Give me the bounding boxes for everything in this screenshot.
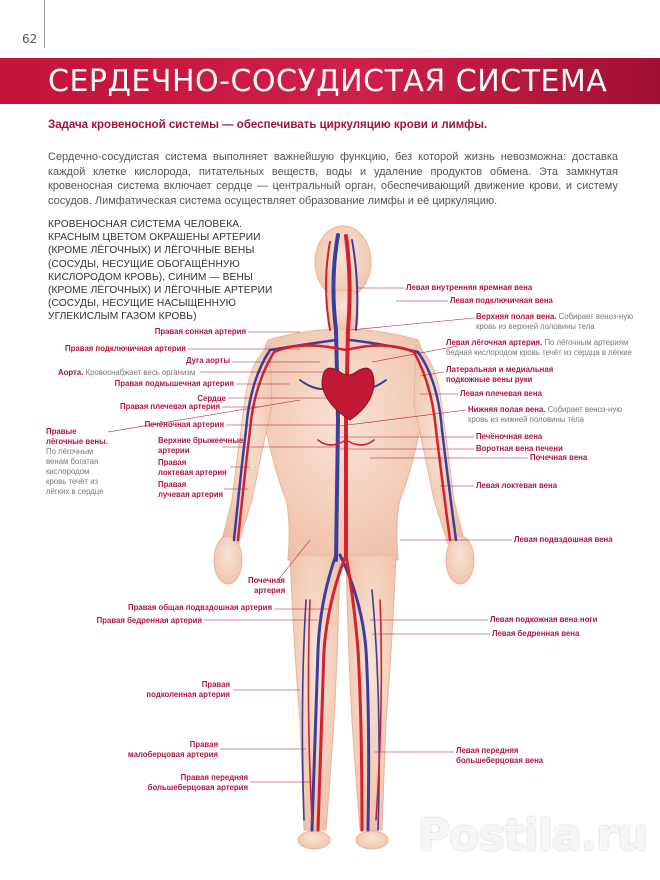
label-right-pulmonary-veins-title: Правые лёгочные вены. — [46, 427, 108, 446]
label-hepatic-artery: Печёночная артерия — [144, 420, 224, 429]
label-right-peroneal-artery-1: Правая — [189, 740, 218, 749]
label-left-femoral-vein: Левая бедренная вена — [492, 629, 580, 638]
label-right-common-iliac-artery: Правая общая подвздошная артерия — [128, 603, 272, 612]
label-aorta-title: Аорта. — [58, 368, 84, 377]
label-right-femoral-artery: Правая бедренная артерия — [96, 616, 202, 625]
label-right-popliteal-artery-2: подколенная артерия — [146, 690, 230, 699]
label-superior-mesenteric-arteries-2: артерии — [158, 446, 190, 455]
label-left-anterior-tibial-vein-1: Левая передняя — [456, 746, 519, 755]
label-hepatic-vein: Печёночная вена — [476, 432, 543, 441]
label-left-brachial-vein: Левая плечевая вена — [460, 389, 542, 398]
label-inferior-vena-cava-title: Нижняя полая вена. — [468, 405, 546, 414]
label-right-popliteal-artery-1: Правая — [201, 680, 230, 689]
label-right-brachial-artery: Правая плечевая артерия — [119, 402, 220, 411]
label-right-radial-artery-2: лучевая артерия — [158, 490, 224, 499]
label-superior-vena-cava-note: Собирает веноз-ную кровь из верхней половины тела — [476, 312, 634, 331]
label-right-subclavian-artery: Правая подключичная артерия — [65, 344, 186, 353]
label-left-pulmonary-artery — [446, 338, 642, 358]
label-portal-vein: Воротная вена печени — [476, 444, 563, 453]
label-left-subclavian-vein: Левая подключичная вена — [450, 296, 553, 305]
label-right-carotid-artery: Правая сонная артерия — [154, 327, 246, 336]
label-right-ulnar-artery-2: локтевая артерия — [158, 468, 227, 477]
label-aorta-note: Кровоснабжает весь организм — [85, 368, 196, 377]
label-superior-mesenteric-arteries-1: Верхние брыжеечные — [158, 436, 244, 445]
page-number: 62 — [22, 32, 38, 46]
label-right-anterior-tibial-artery-2: большеберцовая артерия — [147, 783, 248, 792]
subtitle: Задача кровеносной системы — обеспечивать циркуляцию крови и лимфы. — [48, 119, 488, 131]
label-superior-vena-cava-title: Верхняя полая вена. — [476, 312, 557, 321]
label-left-iliac-vein: Левая подвздошная вена — [514, 535, 613, 544]
intro-paragraph: Сердечно-сосудистая система выполняет важнейшую функцию, без которой жизнь невозможна: доставка каждой клетке кислорода, питательных веществ, воды и удаление продуктов обмена. Эта замкнутая кровеносная система включает сердце — центральный орган, обеспечивающий движение крови, и систему сосудов. Лимфатическая система осуществляет образование лимфы и её циркуляцию. — [48, 151, 618, 207]
watermark-logo: Postila.ru — [418, 810, 648, 861]
label-heart: Сердце — [197, 394, 226, 403]
label-renal-artery-1: Почечная — [248, 576, 285, 585]
label-left-anterior-tibial-vein-2: большеберцовая вена — [456, 756, 544, 765]
label-right-radial-artery-1: Правая — [158, 480, 187, 489]
label-right-axillary-artery: Правая подмышечная артерия — [114, 379, 234, 388]
label-right-peroneal-artery-2: малоберцовая артерия — [127, 750, 218, 759]
label-left-ulnar-vein: Левая локтевая вена — [476, 481, 558, 490]
label-renal-vein: Почечная вена — [530, 453, 588, 462]
label-superior-vena-cava — [476, 312, 636, 332]
label-right-pulmonary-veins — [46, 427, 110, 497]
label-inferior-vena-cava-note: Собирает веноз-ную кровь из нижней половины тела — [468, 405, 623, 424]
label-left-internal-jugular-vein: Левая внутренняя яремная вена — [406, 283, 533, 292]
label-right-pulmonary-veins-note: По лёгочным венам богатая кислородом кровь течёт из лёгких в сердце — [46, 447, 104, 496]
label-arm-subcutaneous-veins-2: подкожные вены руки — [446, 375, 533, 384]
label-aortic-arch: Дуга аорты — [186, 356, 230, 365]
label-left-pulmonary-artery-title: Левая лёгочная артерия. — [446, 338, 543, 347]
label-left-pulmonary-artery-note: По лёгочным артериям бедная кислородом кровь течёт из сердца в лёгкие — [446, 338, 632, 357]
label-renal-artery-2: артерия — [254, 586, 286, 595]
label-inferior-vena-cava — [468, 405, 638, 425]
label-right-ulnar-artery-1: Правая — [158, 458, 187, 467]
label-arm-subcutaneous-veins-1: Латеральная и медиальная — [446, 365, 554, 374]
figure-caption: КРОВЕНОСНАЯ СИСТЕМА ЧЕЛОВЕКА. КРАСНЫМ ЦВЕТОМ ОКРАШЕНЫ АРТЕРИИ (КРОМЕ ЛЁГОЧНЫХ) И ЛЁГОЧНЫЕ ВЕНЫ (СОСУДЫ, НЕСУЩИЕ ОБОГАЩЁННУЮ КИСЛОРОДОМ КРОВЬ), СИНИМ — ВЕНЫ (КРОМЕ ЛЁГОЧНЫХ) И ЛЁГОЧНЫЕ АРТЕРИИ (СОСУДЫ, НЕСУЩИЕ НАСЫЩЕННУЮ УГЛЕКИСЛЫМ ГАЗОМ КРОВЬ) — [48, 219, 273, 323]
page-title: СЕРДЕЧНО-СОСУДИСТАЯ СИСТЕМА — [48, 64, 608, 99]
label-right-anterior-tibial-artery-1: Правая передняя — [180, 773, 248, 782]
label-aorta — [58, 368, 195, 378]
label-left-great-saphenous-vein: Левая подкожная вена ноги — [490, 615, 598, 624]
